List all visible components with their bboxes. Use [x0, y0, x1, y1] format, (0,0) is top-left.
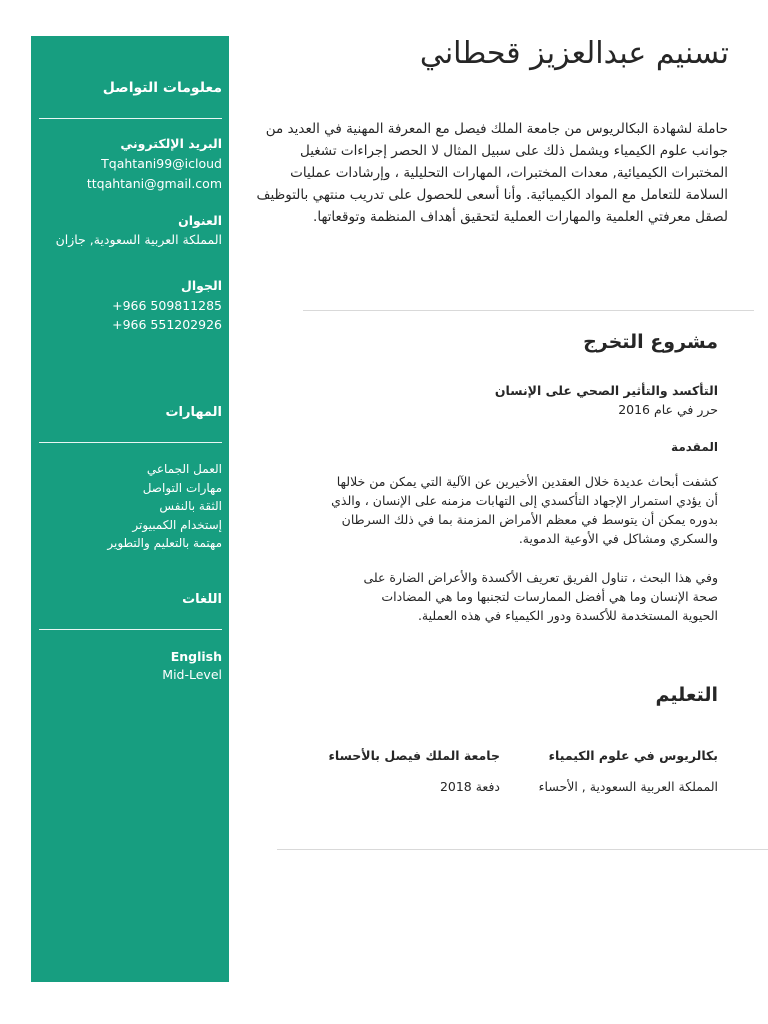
candidate-name: تسنيم عبدالعزيز قحطاني: [419, 36, 729, 71]
education-location: المملكة العربية السعودية , الأحساء: [538, 779, 718, 794]
project-year: حرر في عام 2016: [618, 402, 718, 417]
email-value[interactable]: Tqahtani99@icloud: [101, 156, 222, 171]
project-paragraph: كشفت أبحاث عديدة خلال العقدين الأخيرين عن الآلية التي يمكن من خلالها أن يؤدي استمرار الإجهاد التأكسدي إلى التهابات مزمنه على الإنسان ، والذي بدوره يمكن أن يتوسط في معظم الأمراض المزمنة بما في ذلك السرطان والسكري ومشاكل في الأوعية الدموية.: [331, 474, 718, 546]
project-paragraph: وفي هذا البحث ، تناول الفريق تعريف الأكسدة والأعراض الضارة على صحة الإنسان وما هي أفضل الممارسات لتجنبها وما هي المضادات الحيوية المستخدمة للأكسدة ودور الكيمياء في هذه العملية.: [363, 570, 718, 623]
address-label: العنوان: [178, 213, 222, 228]
section-divider: [277, 849, 768, 850]
contact-heading: معلومات التواصل: [102, 80, 222, 96]
skill-item: الثقة بالنفس: [159, 499, 222, 513]
sidebar: [31, 36, 229, 982]
language-name: English: [170, 649, 222, 664]
section-divider: [303, 310, 754, 311]
intro-label: المقدمة: [671, 440, 718, 454]
skill-item: مهتمة بالتعليم والتطوير: [107, 536, 222, 550]
languages-heading: اللغات: [182, 592, 222, 607]
address-value: المملكة العربية السعودية, جازان: [55, 232, 222, 247]
mobile-label: الجوال: [181, 278, 222, 293]
skills-heading: المهارات: [165, 405, 222, 420]
education-year: دفعة 2018: [439, 779, 500, 794]
email-value[interactable]: ttqahtani@gmail.com: [86, 176, 222, 191]
divider: [39, 118, 222, 119]
skill-item: إستخدام الكمبيوتر: [132, 517, 222, 532]
skill-item: مهارات التواصل: [142, 480, 222, 495]
divider: [39, 629, 222, 630]
mobile-value: +966 509811285: [112, 298, 222, 313]
skills-list: [107, 460, 222, 553]
education-degree: بكالريوس في علوم الكيمياء: [548, 748, 718, 763]
profile-summary: حاملة لشهادة البكالريوس من جامعة الملك فيصل مع المعرفة المهنية في العديد من جوانب علوم الكيمياء ويشمل ذلك على سبيل المثال لا الحصر إجراءات تشغيل المختبرات الكيميائية, معدات المختبرات، المهارات التحليلية ، وإرشادات عمليات السلامة للتعامل مع المواد الكيميائية. وأنا أسعى للحصول على تدريب منتهي بالتوظيف لصقل معرفتي العلمية والمهارات العملية لتحقيق أهداف المنظمة وتوقعاتها.: [256, 121, 728, 225]
education-heading: التعليم: [655, 684, 718, 706]
mobile-value: +966 551202926: [112, 317, 222, 332]
language-level: Mid-Level: [162, 667, 222, 682]
email-label: البريد الإلكتروني: [120, 136, 222, 151]
skill-item: العمل الجماعي: [146, 462, 222, 476]
project-heading: مشروع التخرج: [583, 331, 718, 353]
divider: [39, 442, 222, 443]
education-university: جامعة الملك فيصل بالأحساء: [328, 748, 500, 763]
project-title: التأكسد والتأثير الصحي على الإنسان: [494, 383, 718, 398]
